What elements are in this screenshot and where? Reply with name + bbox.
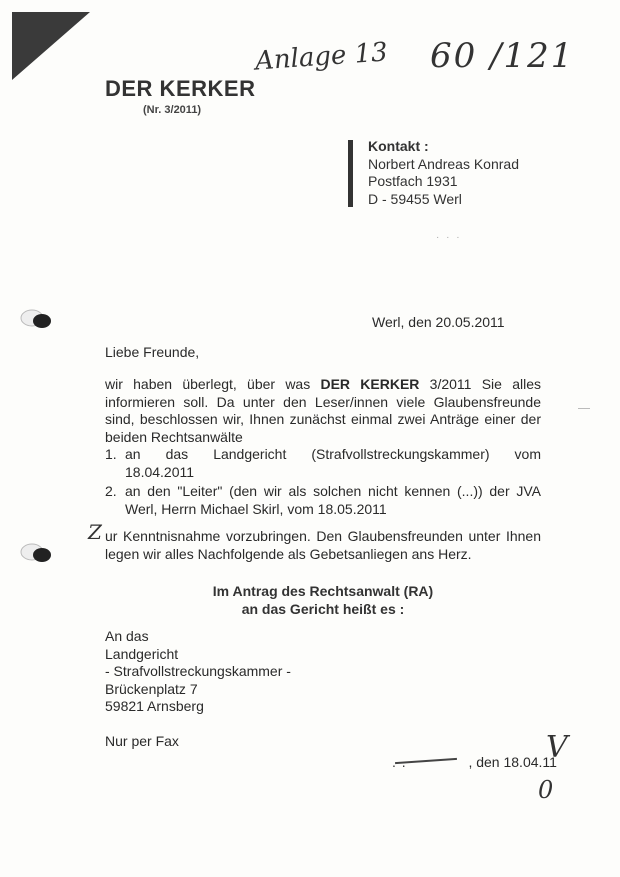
motions-list [105, 446, 541, 520]
section-heading-line1: Im Antrag des Rechtsanwalt (RA) [212, 583, 434, 599]
address-line: - Strafvollstreckungskammer - [105, 663, 291, 679]
dateline-text: , den 18.04.11 [468, 754, 557, 770]
place-and-date: Werl, den 20.05.2011 [372, 314, 505, 330]
faint-dots: · · · [436, 232, 462, 243]
list-item [105, 446, 541, 481]
handwritten-zero-mark: 0 [538, 776, 554, 804]
contact-block [368, 138, 519, 208]
section-heading [105, 582, 541, 618]
contact-label: Kontakt : [368, 138, 429, 154]
dateline-prefix: . . [392, 754, 407, 770]
section-heading-line2: an das Gericht heißt es : [241, 601, 405, 617]
list-item-line1: an den "Leiter" (den wir als solchen nicht kennen (...)) der JVA [125, 483, 541, 499]
address-line: Landgericht [105, 645, 179, 662]
greeting: Liebe Freunde, [105, 344, 200, 360]
punch-hole-upper [20, 308, 52, 330]
handwritten-z-correction: Z [88, 520, 102, 544]
list-item [105, 483, 541, 518]
recipient-address [105, 628, 291, 716]
list-item-line1: an das Landgericht (Strafvollstreckungskammer) vom [125, 446, 541, 462]
list-item-number: 2. [105, 483, 117, 499]
margin-mark [578, 408, 590, 409]
intro-text-before: wir haben überlegt, über was [105, 376, 321, 392]
intro-title-bold: DER KERKER [320, 376, 420, 392]
address-line: An das [105, 628, 149, 644]
newsletter-title: DER KERKER [105, 76, 256, 101]
address-line: 59821 Arnsberg [105, 698, 204, 714]
punch-hole-lower [20, 542, 52, 564]
list-item-line2: Werl, Herrn Michael Skirl, vom 18.05.2011 [125, 500, 387, 517]
list-item-number: 1. [105, 446, 117, 462]
fax-note: Nur per Fax [105, 733, 179, 749]
contact-postbox: Postfach 1931 [368, 173, 458, 189]
handwritten-annotation-anlage: Anlage 13 [254, 37, 389, 77]
list-item-line2: 18.04.2011 [125, 463, 195, 480]
intro-text-after: 3/2011 Sie alles informieren soll. Da unter den Leser/innen viele Glaubensfreunde sind, beschlossen wir, Ihnen zunächst einmal zwei Anträge einer der beiden Rechtsanwälte [105, 376, 541, 445]
handwritten-v-mark: V [546, 730, 568, 765]
intro-paragraph [105, 376, 541, 446]
dateline [392, 754, 557, 770]
handwritten-page-number: 60 /121 [430, 36, 575, 76]
issue-number: (Nr. 3/2011) [143, 104, 202, 116]
corner-triangle [12, 12, 90, 80]
contact-divider [348, 140, 353, 207]
contact-name: Norbert Andreas Konrad [368, 155, 519, 172]
contact-city: D - 59455 Werl [368, 190, 462, 207]
address-line: Brückenplatz 7 [105, 680, 198, 697]
closing-paragraph: ur Kenntnisnahme vorzubringen. Den Glaubensfreunden unter Ihnen legen wir alles Nachfolgende als Gebetsanliegen ans Herz. [105, 528, 541, 562]
